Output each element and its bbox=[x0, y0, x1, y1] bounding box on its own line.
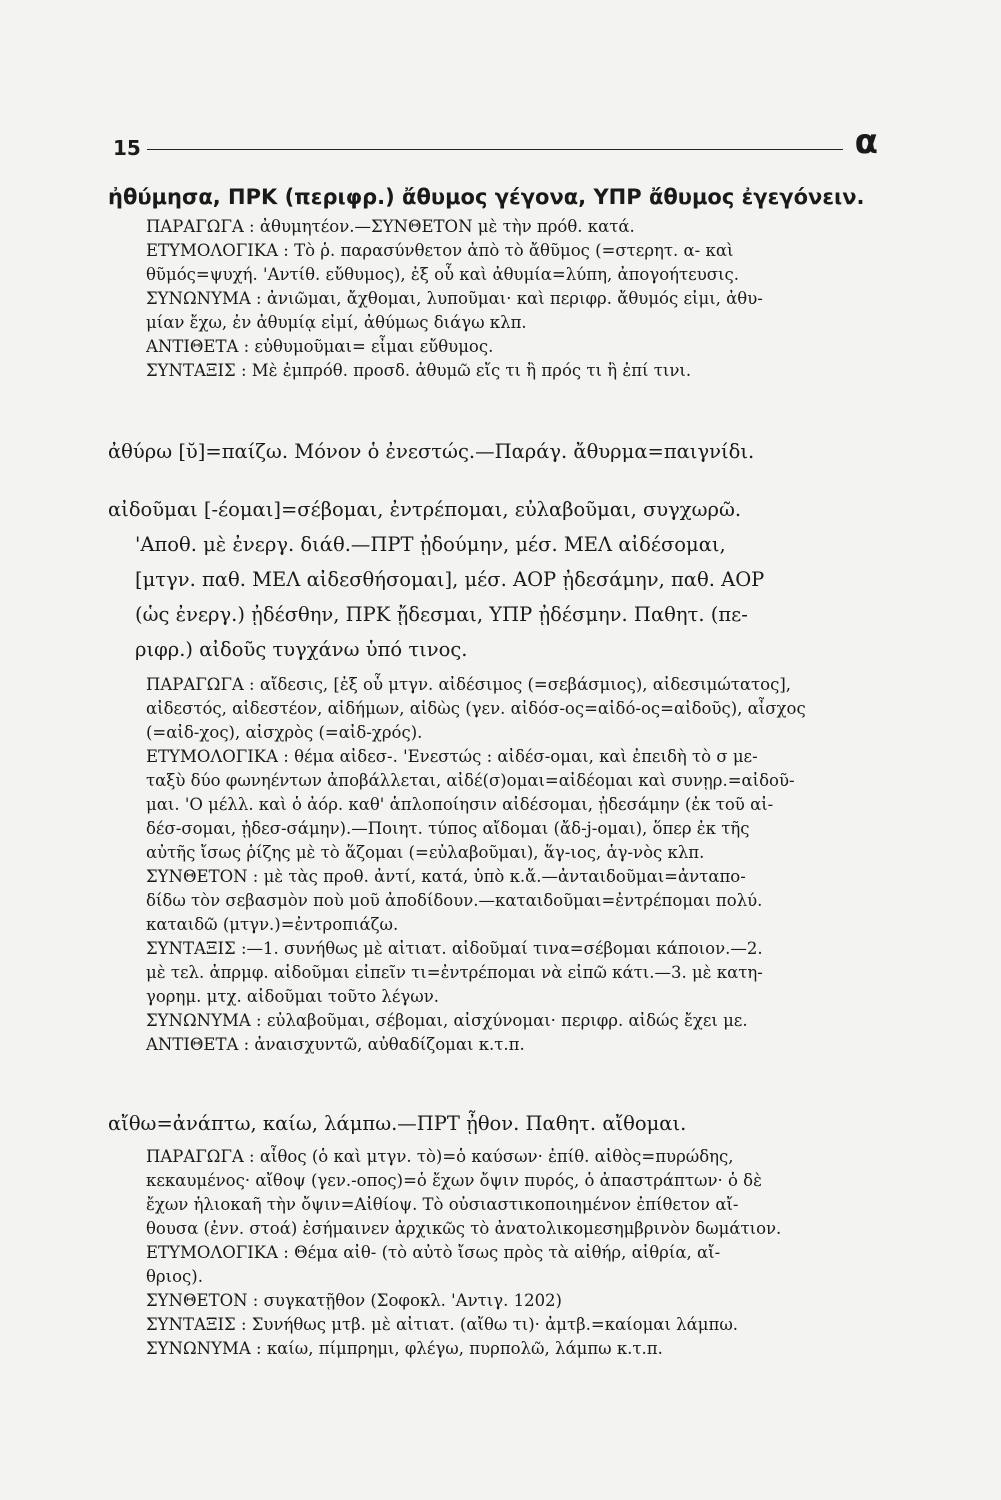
entry-athyro bbox=[108, 434, 880, 469]
antonyms-line: ΑΝΤΙΘΕΤΑ : ἀναισχυντῶ, αὐθαδίζομαι κ.τ.π. bbox=[146, 1035, 525, 1054]
syntax-line: ΣΥΝΤΑΞΙΣ :—1. συνήθως μὲ αἰτιατ. αἰδοῦμαί τινα=σέβομαι κάποιον.—2. bbox=[146, 939, 763, 958]
headword: ἠθύμησα, ΠΡΚ (περιφρ.) ἄθυμος γέγονα, ΥΠΡ ἄθυμος ἐγεγόνειν. bbox=[108, 185, 865, 209]
entry-body-text: (ὡς ἐνεργ.) ᾐδέσθην, ΠΡΚ ᾔδεσμαι, ΥΠΡ ᾐδέσμην. Παθητ. (πε- bbox=[135, 603, 748, 626]
compound-line: ΣΥΝΘΕΤΟΝ : μὲ τὰς προθ. ἀντί, κατά, ὑπὸ κ.ἄ.—ἀνταιδοῦμαι=ἀνταπο- bbox=[146, 867, 746, 886]
derivatives-line: αἰδεστός, αἰδεστέον, αἰδήμων, αἰδὼς (γεν. αἰδόσ-ος=αἰδό-ος=αἰδοῦς), αἶσχος bbox=[146, 699, 806, 718]
entry-body-line bbox=[108, 597, 880, 632]
entry-headline: αἴθω=ἀνάπτω, καίω, λάμπω.—ΠΡΤ ᾖθον. Παθητ. αἴθομαι. bbox=[108, 1112, 687, 1135]
syntax-line: μὲ τελ. ἀπρμφ. αἰδοῦμαι εἰπεῖν τι=ἐντρέπομαι νὰ εἰπῶ κάτι.—3. μὲ κατη- bbox=[146, 963, 763, 982]
syntax-line: ΣΥΝΤΑΞΙΣ : Μὲ ἐμπρόθ. προσδ. ἀθυμῶ εἴς τι ἢ πρός τι ἢ ἐπί τινι. bbox=[146, 361, 692, 380]
derivatives-line: ΠΑΡΑΓΩΓΑ : αἶθος (ὁ καὶ μτγν. τὸ)=ὁ καύσων· ἐπίθ. αἰθὸς=πυρώδης, bbox=[146, 1147, 734, 1166]
entry-headline bbox=[108, 180, 880, 215]
synonyms-line: μίαν ἔχω, ἐν ἀθυμίᾳ εἰμί, ἀθύμως διάγω κλπ. bbox=[146, 313, 527, 332]
etymology-line: δέσ-σομαι, ᾐδεσ-σάμην).—Ποιητ. τύπος αἴδομαι (ἄδ-j-ομαι), ὅπερ ἐκ τῆς bbox=[146, 819, 750, 838]
synonyms-line: ΣΥΝΩΝΥΜΑ : εὐλαβοῦμαι, σέβομαι, αἰσχύνομαι· περιφρ. αἰδώς ἔχει με. bbox=[146, 1011, 748, 1030]
etymology-line: θριος). bbox=[146, 1267, 203, 1286]
entry-aidoumai bbox=[108, 492, 880, 1057]
etymology-line: ΕΤΥΜΟΛΟΓΙΚΑ : θέμα αἰδεσ-. 'Ενεστώς : αἰδέσ-ομαι, καὶ ἐπειδὴ τὸ σ με- bbox=[146, 747, 758, 766]
syntax-line: γορημ. μτχ. αἰδοῦμαι τοῦτο λέγων. bbox=[146, 987, 440, 1006]
entry-headline: αἰδοῦμαι [-έομαι]=σέβομαι, ἐντρέπομαι, εὐλαβοῦμαι, συγχωρῶ. bbox=[108, 498, 742, 521]
derivatives-line: ΠΑΡΑΓΩΓΑ : ἀθυμητέον.—ΣΥΝΘΕΤΟΝ μὲ τὴν πρόθ. κατά. bbox=[146, 217, 635, 236]
syntax-line: ΣΥΝΤΑΞΙΣ : Συνήθως μτβ. μὲ αἰτιατ. (αἴθω τι)· ἀμτβ.=καίομαι λάμπω. bbox=[146, 1315, 739, 1334]
etymology-line: μαι. 'Ο μέλλ. καὶ ὁ ἀόρ. καθ' ἁπλοποίησιν αἰδέσομαι, ᾐδεσάμην (ἐκ τοῦ αἰ- bbox=[146, 795, 774, 814]
compound-line: δίδω τὸν σεβασμὸν ποὺ μοῦ ἀποδίδουν.—καταιδοῦμαι=ἐντρέπομαι πολύ. bbox=[146, 891, 763, 910]
entry-aitho bbox=[108, 1106, 880, 1361]
entry-body-line: ριφρ.) αἰδοῦς τυγχάνω ὑπό τινος. bbox=[135, 638, 468, 661]
page-number: 15 bbox=[113, 136, 141, 160]
derivatives-line: (=αἰδ-χος), αἰσχρὸς (=αἰδ-χρός). bbox=[146, 723, 423, 742]
entry-body-line: [μτγν. παθ. ΜΕΛ αἰδεσθήσομαι], μέσ. ΑΟΡ ᾐδεσάμην, παθ. ΑΟΡ bbox=[135, 568, 765, 591]
etymology-line: ΕΤΥΜΟΛΟΓΙΚΑ : Θέμα αἰθ- (τὸ αὐτὸ ἴσως πρὸς τὰ αἰθήρ, αἰθρία, αἴ- bbox=[146, 1243, 721, 1262]
compound-line: ΣΥΝΘΕΤΟΝ : συγκατῇθον (Σοφοκλ. 'Αντιγ. 1202) bbox=[146, 1291, 562, 1310]
entry-ethymesa bbox=[108, 180, 880, 383]
derivatives-line: ΠΑΡΑΓΩΓΑ : αἴδεσις, [ἐξ οὗ μτγν. αἰδέσιμος (=σεβάσμιος), αἰδεσιμώτατος], bbox=[146, 675, 792, 694]
compound-line: καταιδῶ (μτγν.)=ἐντροπιάζω. bbox=[146, 915, 399, 934]
derivatives-line: θουσα (ἐνν. στοά) ἐσήμαινεν ἀρχικῶς τὸ ἀνατολικομεσημβρινὸν δωμάτιον. bbox=[146, 1219, 782, 1238]
etymology-line: ΕΤΥΜΟΛΟΓΙΚΑ : Τὸ ῥ. παρασύνθετον ἀπὸ τὸ ἄθῦμος (=στερητ. α- καὶ bbox=[146, 241, 734, 260]
synonyms-line: ΣΥΝΩΝΥΜΑ : καίω, πίμπρημι, φλέγω, πυρπολῶ, λάμπω κ.τ.π. bbox=[146, 1339, 663, 1358]
entry-headline: ἀθύρω [ῠ]=παίζω. Μόνον ὁ ἐνεστώς.—Παράγ. ἄθυρμα=παιγνίδι. bbox=[108, 440, 755, 463]
etymology-line: θῦμός=ψυχή. 'Αντίθ. εὔθυμος), ἐξ οὗ καὶ ἀθυμία=λύπη, ἀπογοήτευσις. bbox=[146, 265, 739, 284]
section-letter: α bbox=[854, 122, 878, 162]
etymology-line: αὐτῆς ἴσως ῥίζης μὲ τὸ ἅζομαι (=εὐλαβοῦμαι), ἅγ-ιος, ἁγ-νὸς κλπ. bbox=[146, 843, 705, 862]
etymology-line: ταξὺ δύο φωνηέντων ἀποβάλλεται, αἰδέ(σ)ομαι=αἰδέομαι καὶ συνῃρ.=αἰδοῦ- bbox=[146, 771, 795, 790]
antonyms-line: ΑΝΤΙΘΕΤΑ : εὐθυμοῦμαι= εἶμαι εὔθυμος. bbox=[146, 337, 494, 356]
derivatives-line: ἔχων ἡλιοκαῆ τὴν ὄψιν=Αἰθίοψ. Τὸ οὐσιαστικοποιημένον ἐπίθετον αἴ- bbox=[146, 1195, 739, 1214]
header-rule bbox=[147, 149, 843, 150]
derivatives-line: κεκαυμένος· αἴθοψ (γεν.-οπος)=ὁ ἔχων ὄψιν πυρός, ὁ ἀπαστράπτων· ὁ δὲ bbox=[146, 1171, 762, 1190]
page-header bbox=[113, 122, 878, 168]
entry-body-line: 'Αποθ. μὲ ἐνεργ. διάθ.—ΠΡΤ ᾐδούμην, μέσ. ΜΕΛ αἰδέσομαι, bbox=[135, 533, 726, 556]
synonyms-line: ΣΥΝΩΝΥΜΑ : ἀνιῶμαι, ἄχθομαι, λυποῦμαι· καὶ περιφρ. ἄθυμός εἰμι, ἀθυ- bbox=[146, 289, 763, 308]
